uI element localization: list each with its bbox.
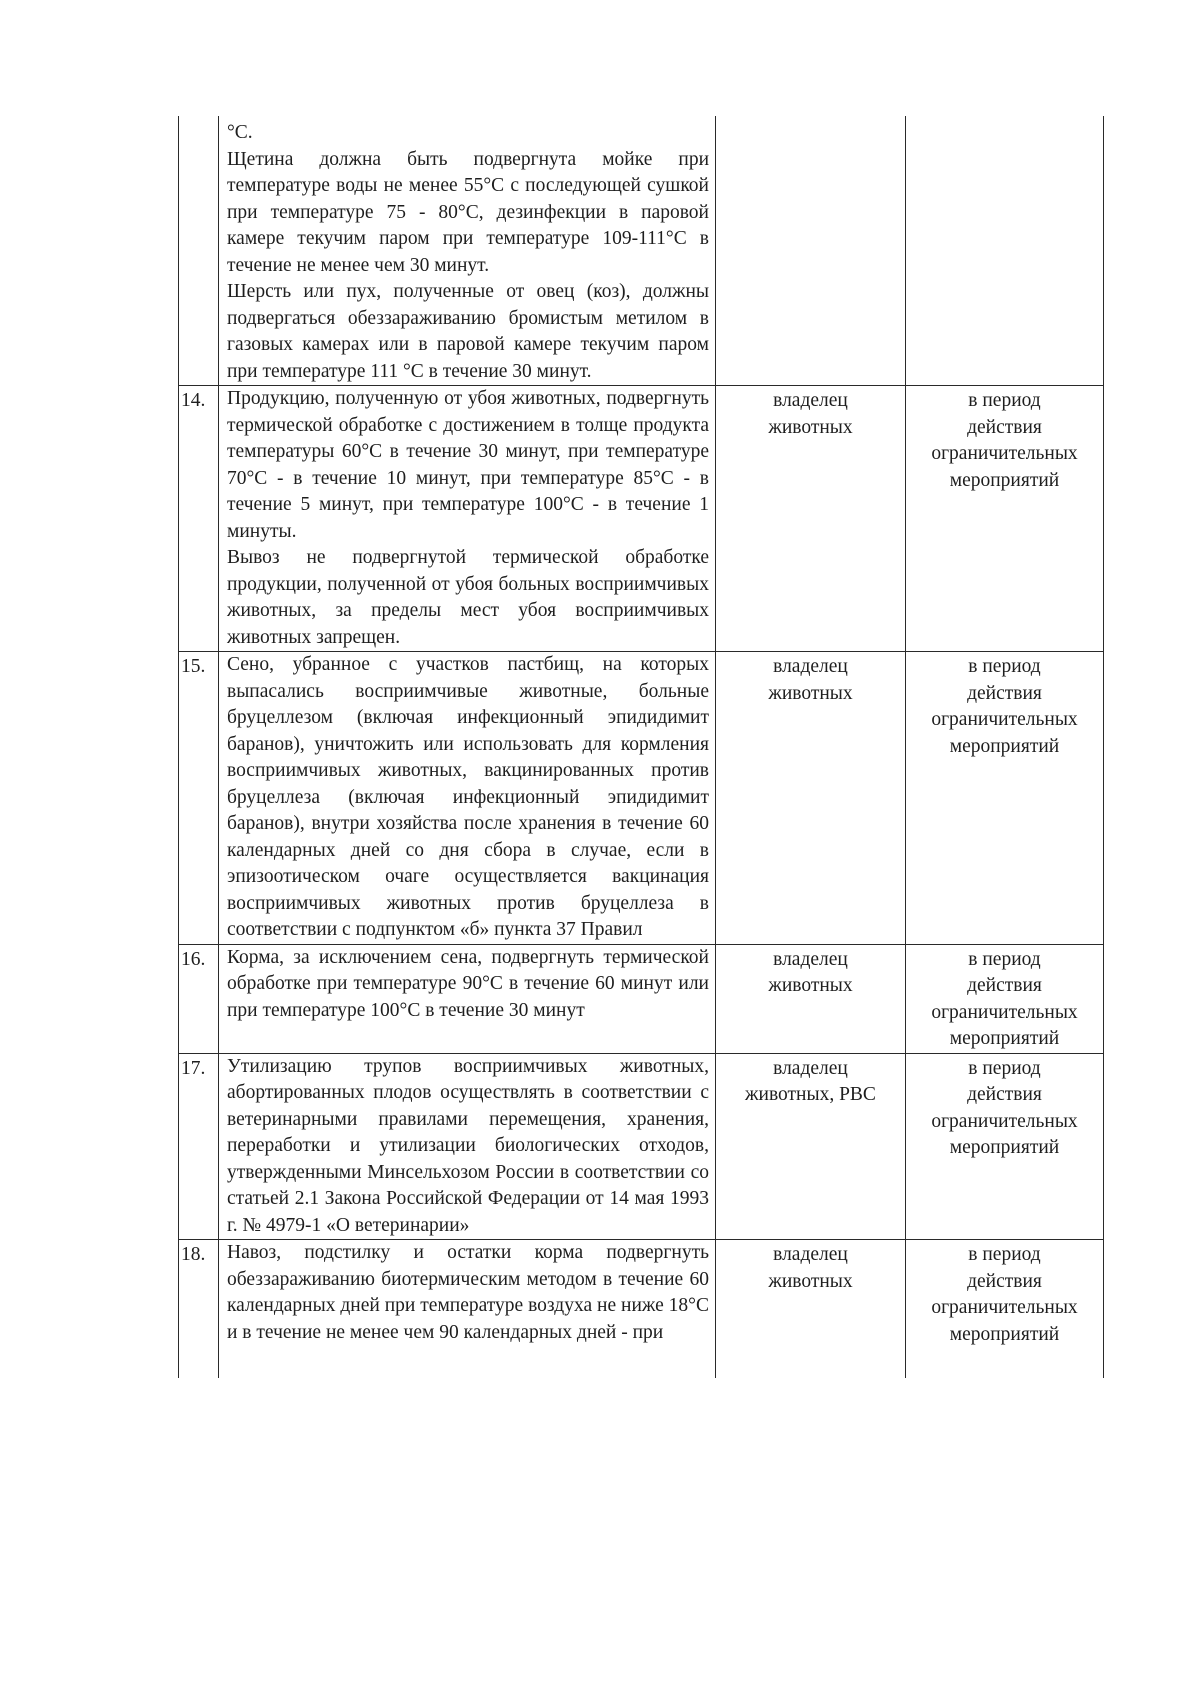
term-line: ограничительных — [931, 709, 1078, 730]
term-line: мероприятий — [949, 1323, 1060, 1345]
measure-paragraph: Утилизацию трупов восприимчивых животных, абортированных плодов осуществлять в соответствии с ветеринарными правилами перемещения, хранения, переработки и утилизации биологических отходов, утвержденными Минсельхозом России в соответствии со статьей 2.1 Закона Российской Федерации от 14 мая 1993 г. № 4979-1 «О ветеринарии» — [227, 1055, 709, 1236]
term-line: мероприятий — [949, 1028, 1060, 1049]
responsible-cell — [716, 652, 906, 945]
responsible-cell — [716, 944, 906, 1053]
measure-paragraph: Шерсть или пух, полученные от овец (коз), должны подвергаться обеззараживанию бромистым метилом в газовых камерах или в паровой камере текучим паром при температуре 111 °C в течение 30 минут. — [227, 281, 709, 382]
measure-text — [219, 1240, 716, 1379]
responsible-cell — [716, 116, 906, 386]
responsible-line: животных — [768, 975, 853, 996]
row-number: 18. — [179, 1240, 219, 1379]
term-line: в период — [968, 1244, 1041, 1265]
table-row — [179, 386, 1104, 652]
measure-paragraph: Продукцию, полученную от убоя животных, подвергнуть термической обработке с достижением в толще продукта температуры 60°C в течение 30 минут, при температуре 70°C - в течение 10 минут, при температуре 85°C - в течение 5 минут, при температуре 100°C - в течение 1 минуты. — [227, 388, 709, 542]
term-line: мероприятий — [949, 469, 1060, 491]
term-line: действия — [967, 975, 1042, 996]
table-row — [179, 652, 1104, 945]
measure-text — [219, 116, 716, 386]
table-row — [179, 1053, 1104, 1240]
term-line: в период — [968, 390, 1041, 411]
row-number: 14. — [179, 386, 219, 652]
term-line: мероприятий — [949, 1137, 1060, 1158]
term-line: мероприятий — [949, 735, 1060, 757]
term-line: ограничительных — [931, 443, 1078, 464]
measures-table-body — [179, 116, 1104, 1378]
measures-table — [178, 116, 1104, 1378]
responsible-line: животных — [768, 416, 853, 438]
responsible-line: животных — [768, 1270, 853, 1292]
measure-text — [219, 944, 716, 1053]
responsible-line: владелец — [773, 1057, 848, 1079]
term-cell — [906, 1240, 1104, 1379]
measure-paragraph: Корма, за исключением сена, подвергнуть термической обработке при температуре 90°C в течение 60 минут или при температуре 100°C в течение 30 минут — [227, 946, 709, 1021]
responsible-line: животных, РВС — [745, 1084, 876, 1105]
term-line: в период — [968, 948, 1041, 970]
term-line: действия — [967, 1270, 1042, 1292]
table-row — [179, 944, 1104, 1053]
measure-text — [219, 386, 716, 652]
measure-paragraph: Щетина должна быть подвергнута мойке при температуре воды не менее 55°C с последующей сушкой при температуре 75 - 80°C, дезинфекции в паровой камере текучим паром при температуре 109-111°C в течение не менее чем 30 минут. — [227, 148, 709, 276]
responsible-line: владелец — [773, 948, 848, 970]
measure-paragraph: °C. — [227, 122, 253, 143]
term-cell — [906, 116, 1104, 386]
term-line: ограничительных — [931, 1110, 1078, 1132]
term-cell — [906, 944, 1104, 1053]
term-line: в период — [968, 656, 1041, 677]
measure-text — [219, 652, 716, 945]
row-number: 15. — [179, 652, 219, 945]
term-cell — [906, 1053, 1104, 1240]
term-cell — [906, 652, 1104, 945]
term-line: в период — [968, 1057, 1041, 1079]
responsible-line: животных — [768, 682, 853, 704]
table-row — [179, 1240, 1104, 1379]
table-row — [179, 116, 1104, 386]
measure-paragraph: Сено, убранное с участков пастбищ, на которых выпасались восприимчивые животные, больные бруцеллезом (включая инфекционный эпидидимит баранов), уничтожить или использовать для кормления восприимчивых животных, вакцинированных против бруцеллеза (включая инфекционный эпидидимит баранов), внутри хозяйства после хранения в течение 60 календарных дней со дня сбора в случае, если в эпизоотическом очаге осуществляется вакцинация восприимчивых животных против бруцеллеза в соответствии с подпунктом «б» пункта 37 Правил — [227, 654, 709, 940]
row-number: 16. — [179, 944, 219, 1053]
term-cell — [906, 386, 1104, 652]
row-number: 17. — [179, 1053, 219, 1240]
term-line: ограничительных — [931, 1297, 1078, 1318]
responsible-cell — [716, 1053, 906, 1240]
measure-paragraph: Вывоз не подвергнутой термической обработке продукции, полученной от убоя больных восприимчивых животных, за пределы мест убоя восприимчивых животных запрещен. — [227, 547, 709, 648]
measure-text — [219, 1053, 716, 1240]
term-line: действия — [967, 416, 1042, 438]
responsible-cell — [716, 1240, 906, 1379]
responsible-cell — [716, 386, 906, 652]
responsible-line: владелец — [773, 390, 848, 411]
responsible-line: владелец — [773, 656, 848, 677]
measure-paragraph: Навоз, подстилку и остатки корма подвергнуть обеззараживанию биотермическим методом в течение 60 календарных дней при температуре воздуха не ниже 18°C и в течение не менее чем 90 календарных дней - при — [227, 1242, 709, 1343]
term-line: действия — [967, 682, 1042, 704]
term-line: действия — [967, 1084, 1042, 1105]
row-number — [179, 116, 219, 386]
responsible-line: владелец — [773, 1244, 848, 1265]
term-line: ограничительных — [931, 1001, 1078, 1023]
